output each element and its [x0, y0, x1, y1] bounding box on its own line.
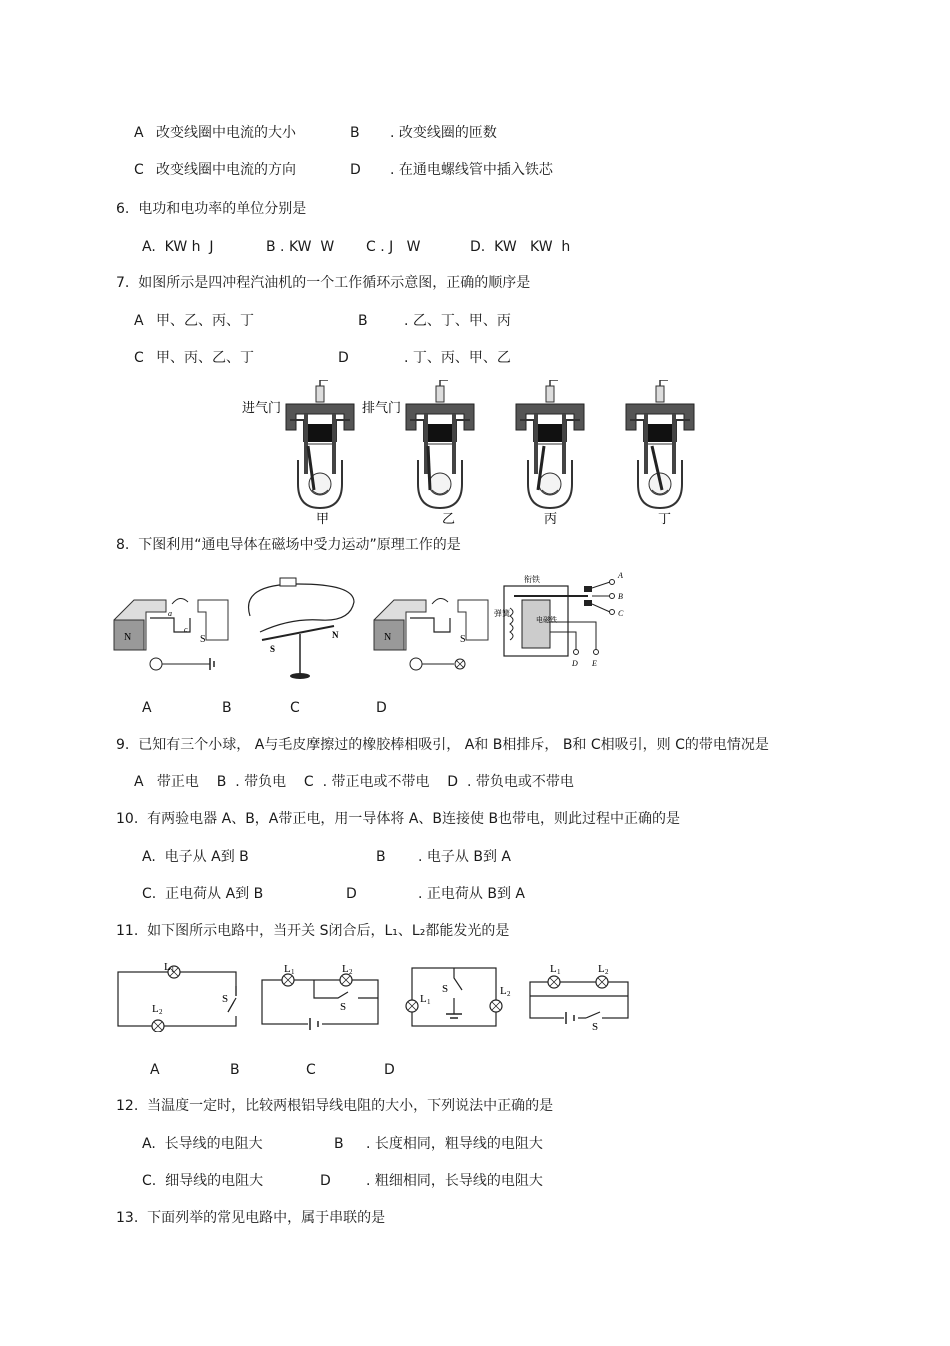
relay-terminal-e: E	[592, 659, 597, 668]
q11-label-d: D	[384, 1062, 395, 1078]
circuit-c-l2: L	[500, 985, 507, 997]
circuit-c-switch: S	[442, 983, 449, 995]
circuit-b	[262, 974, 378, 1030]
engine-jia	[286, 380, 354, 508]
q6-stem: 6. 电功和电功率的单位分别是	[116, 201, 307, 217]
circuit-b-l2-sub: 2	[349, 968, 353, 976]
q7-option-a-letter: A	[134, 313, 144, 329]
q5-option-d-letter: D	[350, 162, 361, 178]
circuit-b-l2: L	[342, 963, 349, 975]
q12-option-d: . 粗细相同，长导线的电阻大	[366, 1173, 543, 1189]
q7-option-d-letter: D	[338, 350, 349, 366]
q11-label-b: B	[230, 1062, 240, 1078]
circuit-d-switch: S	[592, 1021, 599, 1032]
q13-stem: 13. 下面列举的常见电路中，属于串联的是	[116, 1210, 386, 1226]
intake-valve-label: 进气门	[242, 401, 282, 416]
q10-stem: 10. 有两验电器 A、B，A带正电，用一导体将 A、B连接使 B也带电，则此过程中正确的是	[116, 811, 681, 827]
q12-option-c: C. 细导线的电阻大	[142, 1173, 264, 1189]
engine-bing	[516, 380, 584, 508]
circuit-d	[530, 976, 628, 1024]
q8-label-c: C	[290, 700, 300, 716]
svg-text:S: S	[270, 644, 276, 654]
circuit-c-l1: L	[420, 993, 427, 1005]
q12-stem: 12. 当温度一定时，比较两根铝导线电阻的大小，下列说法中正确的是	[116, 1098, 554, 1114]
q8-label-b: B	[222, 700, 232, 716]
q11-label-c: C	[306, 1062, 316, 1078]
q8-label-a: A	[142, 700, 152, 716]
relay-armature-label: 衔铁	[524, 575, 540, 584]
circuit-a-switch: S	[222, 993, 229, 1005]
q5-option-a-letter: A	[134, 125, 144, 141]
q9-stem: 9. 已知有三个小球， A与毛皮摩擦过的橡胶棒相吸引， A和 B相排斥， B和 C相吸引，则 C的带电情况是	[116, 737, 769, 753]
q7-option-d: . 丁、丙、甲、乙	[404, 350, 511, 366]
q7-option-c-letter: C	[134, 350, 144, 366]
relay-terminal-a: A	[618, 572, 623, 580]
circuit-c-l2-sub: 2	[507, 990, 511, 998]
q6-option-c: C . J W	[366, 239, 421, 255]
q7-option-a: 甲、乙、丙、丁	[156, 313, 254, 329]
circuit-b-l1: L	[284, 963, 291, 975]
q12-option-d-letter: D	[320, 1173, 331, 1189]
q5-option-c: 改变线圈中电流的方向	[156, 162, 296, 178]
q7-option-b: . 乙、丁、甲、丙	[404, 313, 511, 329]
motor-principle-figure	[110, 572, 640, 684]
relay-terminal-b: B	[618, 592, 623, 601]
figure-c-generator	[374, 598, 488, 670]
q9-options: A 带正电 B . 带负电 C . 带正电或不带电 D . 带负电或不带电	[134, 774, 574, 790]
relay-spring-label: 弹簧	[494, 609, 510, 618]
q7-stem: 7. 如图所示是四冲程汽油机的一个工作循环示意图，正确的顺序是	[116, 275, 531, 291]
circuit-b-switch: S	[340, 1001, 347, 1013]
circuit-a	[118, 966, 238, 1032]
circuit-d-l2-sub: 2	[605, 968, 609, 976]
q7-option-b-letter: B	[358, 313, 368, 329]
q8-label-d: D	[376, 700, 387, 716]
engine-caption-yi: 乙	[442, 512, 456, 527]
q12-option-b-letter: B	[334, 1136, 344, 1152]
figure-b-oersted	[249, 578, 354, 679]
relay-electromagnet-label: 电磁铁	[536, 616, 557, 624]
q6-option-d: D. KW KW h	[470, 239, 571, 255]
engine-caption-jia: 甲	[316, 512, 330, 527]
q6-option-b: B . KW W	[266, 239, 335, 255]
svg-text:S: S	[200, 634, 206, 645]
q11-stem: 11. 如下图所示电路中，当开关 S闭合后，L₁、L₂都能发光的是	[116, 923, 510, 939]
circuit-a-l1-sub: 1	[171, 966, 175, 974]
relay-terminal-d: D	[572, 659, 578, 668]
engine-caption-bing: 丙	[544, 512, 558, 527]
circuit-d-l2: L	[598, 963, 605, 975]
q5-option-b: . 改变线圈的匝数	[390, 125, 497, 141]
exhaust-valve-label: 排气门	[362, 401, 402, 416]
svg-text:N: N	[332, 630, 339, 640]
circuit-c-l1-sub: 1	[427, 998, 431, 1006]
figure-d-relay	[494, 572, 624, 668]
q7-option-c: 甲、丙、乙、丁	[156, 350, 254, 366]
q10-option-b-letter: B	[376, 849, 386, 865]
figure-a-generator-motor	[114, 598, 228, 670]
q10-option-d-letter: D	[346, 886, 357, 902]
svg-text:N: N	[384, 632, 392, 643]
engine-ding	[626, 380, 694, 508]
q12-option-b: . 长度相同，粗导线的电阻大	[366, 1136, 543, 1152]
svg-text:S: S	[460, 634, 466, 645]
q10-option-a: A. 电子从 A到 B	[142, 849, 249, 865]
q5-option-c-letter: C	[134, 162, 144, 178]
q6-option-a: A. KW h J	[142, 239, 214, 255]
q10-option-d: . 正电荷从 B到 A	[418, 886, 525, 902]
q12-option-a: A. 长导线的电阻大	[142, 1136, 263, 1152]
svg-text:c: c	[184, 625, 188, 634]
circuit-a-l2: L	[152, 1003, 159, 1015]
engine-yi	[406, 380, 474, 508]
svg-text:N: N	[124, 632, 132, 643]
q11-label-a: A	[150, 1062, 160, 1078]
circuit-d-l1-sub: 1	[557, 968, 561, 976]
circuit-figures	[112, 958, 632, 1032]
engine-caption-ding: 丁	[658, 512, 672, 527]
svg-text:a: a	[168, 609, 172, 618]
q5-option-d: . 在通电螺线管中插入铁芯	[390, 162, 553, 178]
circuit-b-l1-sub: 1	[291, 968, 295, 976]
q5-option-a: 改变线圈中电流的大小	[156, 125, 296, 141]
q10-option-c: C. 正电荷从 A到 B	[142, 886, 264, 902]
circuit-d-l1: L	[550, 963, 557, 975]
circuit-a-l2-sub: 2	[159, 1008, 163, 1016]
q5-option-b-letter: B	[350, 125, 360, 141]
four-stroke-engine-figure	[238, 380, 708, 528]
circuit-a-l1: L	[164, 961, 171, 973]
relay-terminal-c: C	[618, 609, 624, 618]
q10-option-b: . 电子从 B到 A	[418, 849, 511, 865]
q8-stem: 8. 下图利用“通电导体在磁场中受力运动”原理工作的是	[116, 537, 461, 553]
